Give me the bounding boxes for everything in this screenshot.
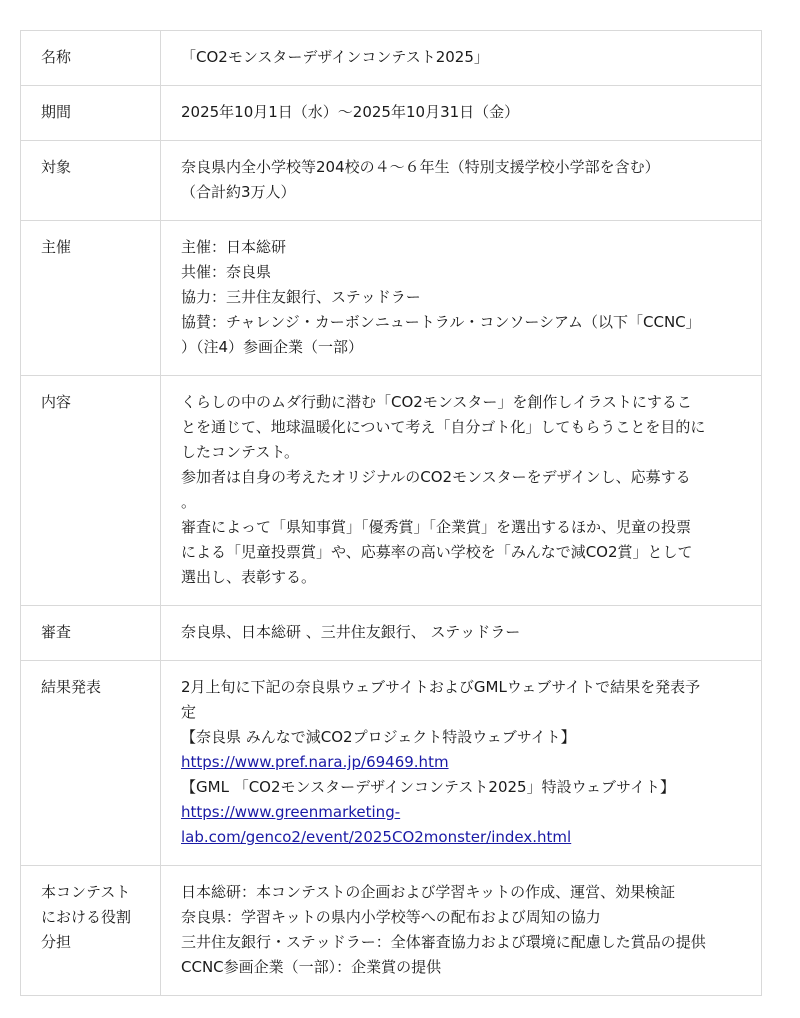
row-label <box>21 376 161 606</box>
label-text: 本コンテスト <box>41 883 131 901</box>
value-text: 2025年10月1日（水）〜2025年10月31日（金） <box>181 103 520 121</box>
value-text: 主催：日本総研 <box>181 238 287 256</box>
row-label <box>21 31 161 86</box>
value-text: くらしの中のムダ行動に潜む「CO2モンスター」を創作しイラストにするこ <box>181 393 692 411</box>
table-row <box>21 606 762 661</box>
table-row <box>21 376 762 606</box>
value-text: 奈良県、日本総研 、三井住友銀行、 ステッドラー <box>181 623 521 641</box>
row-label <box>21 221 161 376</box>
gml-website-link[interactable] <box>181 800 745 850</box>
value-text: とを通じて、地球温暖化について考え「自分ゴト化」してもらうことを目的に <box>181 418 706 436</box>
row-label <box>21 141 161 221</box>
value-text: による「児童投票賞」や、応募率の高い学校を「みんなで減CO2賞」として <box>181 543 693 561</box>
value-text: 【奈良県 みんなで減CO2プロジェクト特設ウェブサイト】 <box>181 728 576 746</box>
label-text: 名称 <box>41 48 72 66</box>
link-line: https://www.greenmarketing- <box>181 803 401 821</box>
row-value <box>161 221 762 376</box>
value-text: 。 <box>181 493 197 511</box>
value-text: 協賛：チャレンジ・カーボンニュートラル・コンソーシアム（以下「CCNC」 <box>181 313 701 331</box>
row-value <box>161 606 762 661</box>
value-text: 共催：奈良県 <box>181 263 272 281</box>
table-row <box>21 141 762 221</box>
row-label <box>21 866 161 996</box>
label-text: 内容 <box>41 393 72 411</box>
table-row <box>21 866 762 996</box>
label-text: 期間 <box>41 103 72 121</box>
value-text: 日本総研：本コンテストの企画および学習キットの作成、運営、効果検証 <box>181 883 676 901</box>
row-label <box>21 661 161 866</box>
row-label <box>21 606 161 661</box>
value-text: 奈良県：学習キットの県内小学校等への配布および周知の協力 <box>181 908 601 926</box>
value-text: ）（注4）参画企業（一部） <box>181 338 364 356</box>
row-value <box>161 141 762 221</box>
row-label <box>21 86 161 141</box>
link-line: lab.com/genco2/event/2025CO2monster/index.html <box>181 828 572 846</box>
value-text: 定 <box>181 703 197 721</box>
row-value <box>161 86 762 141</box>
table-row <box>21 661 762 866</box>
value-text: したコンテスト。 <box>181 443 300 461</box>
row-value <box>161 376 762 606</box>
value-text: 協力：三井住友銀行、ステッドラー <box>181 288 421 306</box>
label-text: 対象 <box>41 158 72 176</box>
label-text: における役割 <box>41 908 132 926</box>
table-row <box>21 221 762 376</box>
value-text: 2月上旬に下記の奈良県ウェブサイトおよびGMLウェブサイトで結果を発表予 <box>181 678 701 696</box>
label-text: 結果発表 <box>41 678 102 696</box>
value-text: 参加者は自身の考えたオリジナルのCO2モンスターをデザインし、応募する <box>181 468 691 486</box>
value-text: 選出し、表彰する。 <box>181 568 317 586</box>
row-value <box>161 661 762 866</box>
value-text: CCNC参画企業（一部）：企業賞の提供 <box>181 958 442 976</box>
label-text: 審査 <box>41 623 72 641</box>
value-text: 審査によって「県知事賞」「優秀賞」「企業賞」を選出するほか、児童の投票 <box>181 518 692 536</box>
label-text: 主催 <box>41 238 72 256</box>
table-row <box>21 31 762 86</box>
row-value <box>161 31 762 86</box>
label-text: 分担 <box>41 933 72 951</box>
value-text: 【GML 「CO2モンスターデザインコンテスト2025」特設ウェブサイト】 <box>181 778 675 796</box>
table-row <box>21 86 762 141</box>
value-text: 「CO2モンスターデザインコンテスト2025」 <box>181 48 489 66</box>
value-text: 奈良県内全小学校等204校の４～６年生（特別支援学校小学部を含む） <box>181 158 660 176</box>
value-text: 三井住友銀行・ステッドラー：全体審査協力および環境に配慮した賞品の提供 <box>181 933 706 951</box>
row-value <box>161 866 762 996</box>
nara-website-link[interactable]: https://www.pref.nara.jp/69469.htm <box>181 753 449 771</box>
value-text: （合計約3万人） <box>181 183 296 201</box>
contest-info-table <box>20 30 762 996</box>
